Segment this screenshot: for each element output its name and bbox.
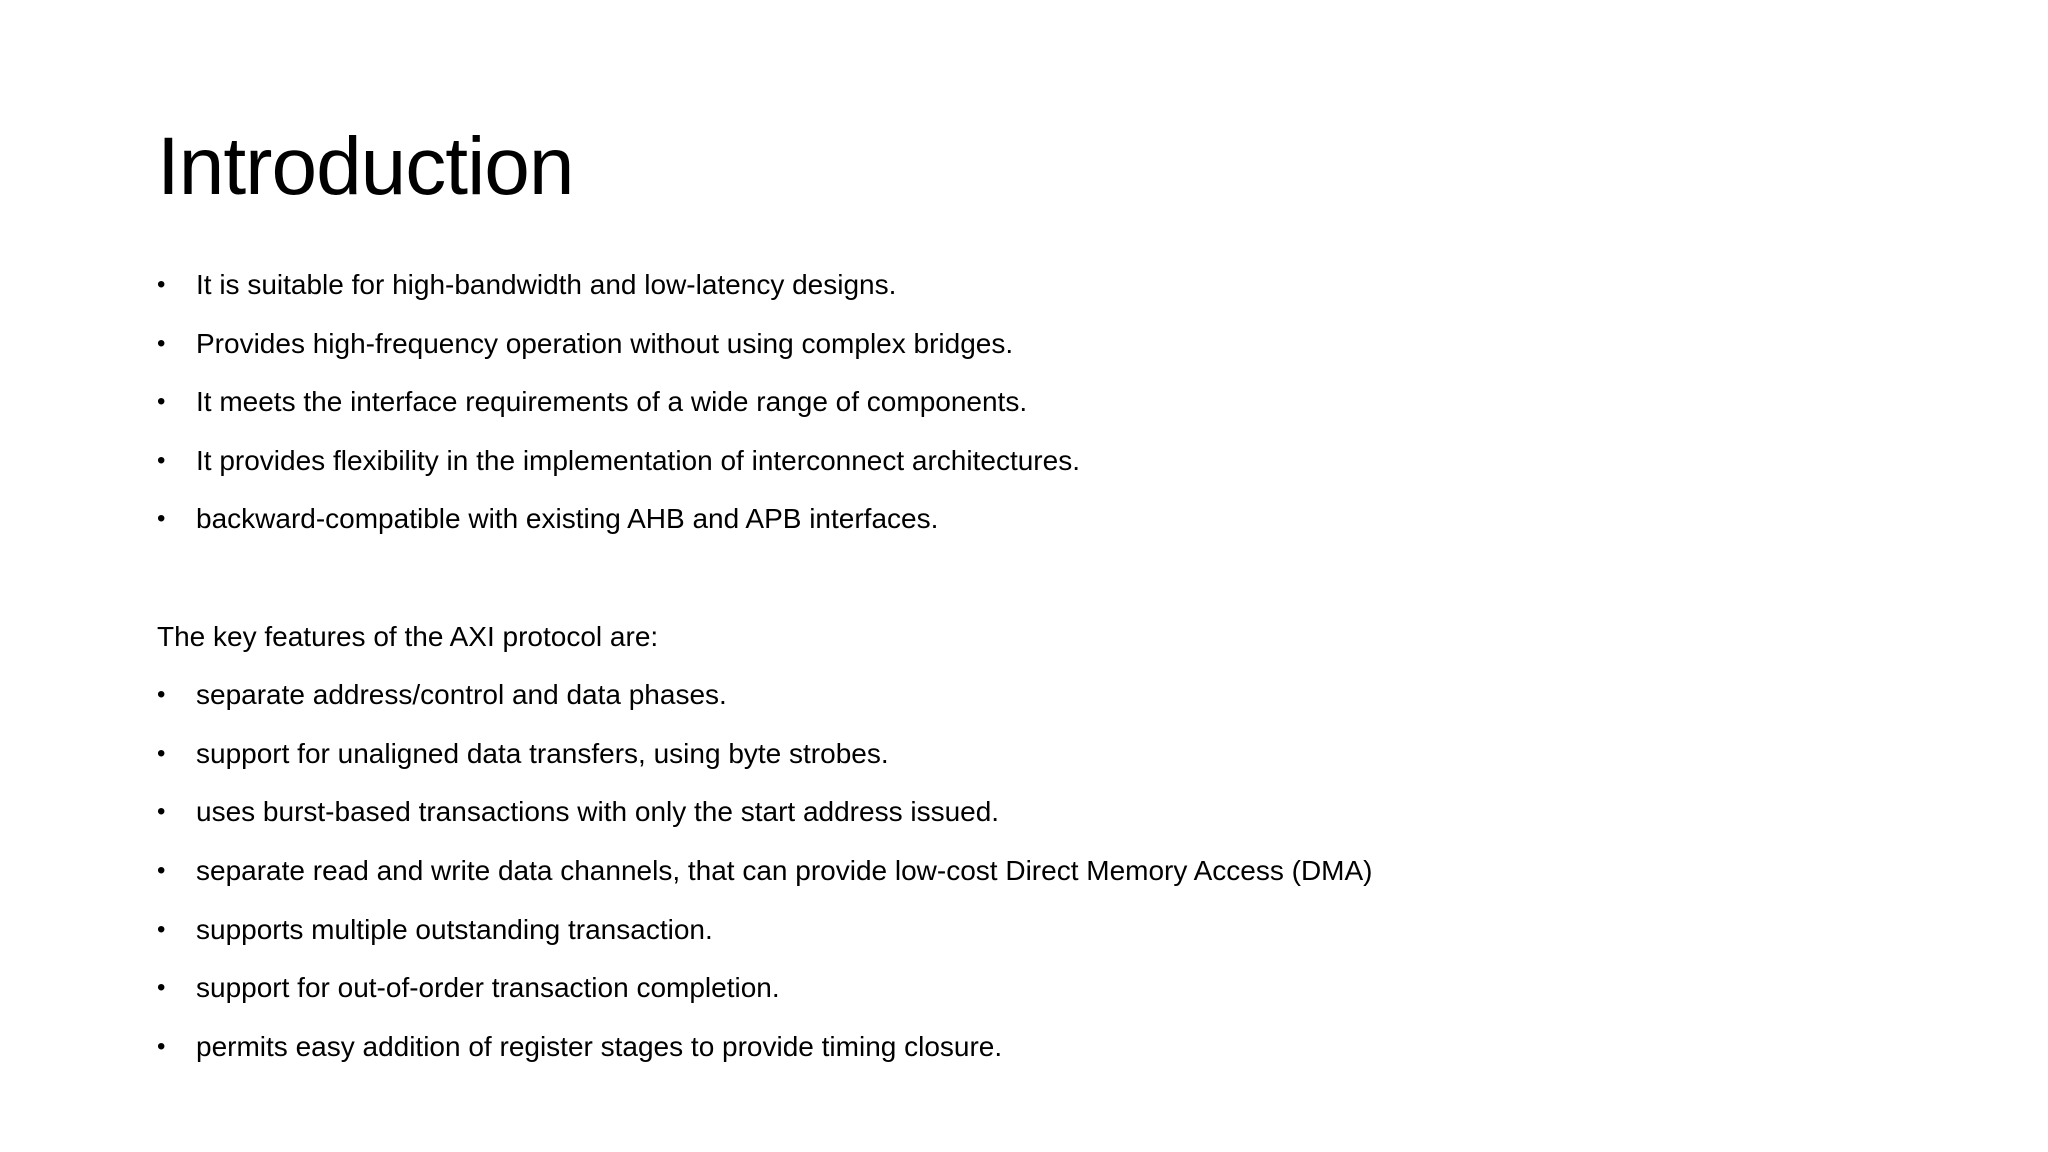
- bullet-icon: •: [157, 915, 166, 943]
- list-item-text: It provides flexibility in the implementation of interconnect architectures.: [196, 444, 1080, 476]
- list-item: [157, 1024, 1917, 1083]
- list-item-text: backward-compatible with existing AHB and APB interfaces.: [196, 503, 939, 535]
- list-item: [157, 496, 1917, 555]
- list-item: [157, 379, 1917, 438]
- slide-body: [157, 262, 1917, 1082]
- list-item-text: It meets the interface requirements of a wide range of components.: [196, 386, 1028, 418]
- list-item-text: permits easy addition of register stages to provide timing closure.: [196, 1030, 1003, 1062]
- bullet-icon: •: [157, 388, 166, 416]
- bullet-icon: •: [157, 329, 166, 357]
- list-item-text: support for out-of-order transaction completion.: [196, 972, 780, 1004]
- bullet-icon: •: [157, 739, 166, 767]
- list-item: [157, 438, 1917, 497]
- list-item: [157, 321, 1917, 380]
- bullet-icon: •: [157, 1032, 166, 1060]
- list-item: [157, 907, 1917, 966]
- bullet-icon: •: [157, 856, 166, 884]
- list-item: [157, 848, 1917, 907]
- bullet-icon: •: [157, 798, 166, 826]
- list-item-text: separate address/control and data phases.: [196, 679, 727, 711]
- bullet-icon: •: [157, 446, 166, 474]
- feature-bullet-list: [157, 672, 1917, 1082]
- bullet-icon: •: [157, 505, 166, 533]
- bullet-icon: •: [157, 974, 166, 1002]
- slide-title: Introduction: [157, 121, 574, 212]
- intro-bullet-list: [157, 262, 1917, 555]
- list-item: [157, 965, 1917, 1024]
- list-item-text: separate read and write data channels, that can provide low-cost Direct Memory Access (DMA): [196, 854, 1373, 886]
- bullet-icon: •: [157, 681, 166, 709]
- features-heading: The key features of the AXI protocol are:: [157, 620, 659, 652]
- list-item-text: uses burst-based transactions with only the start address issued.: [196, 796, 1000, 828]
- paragraph-spacer: [157, 555, 1917, 614]
- bullet-icon: •: [157, 271, 166, 298]
- list-item: [157, 731, 1917, 790]
- list-item: [157, 672, 1917, 731]
- list-item: [157, 789, 1917, 848]
- list-item-text: It is suitable for high-bandwidth and low-latency designs.: [196, 269, 897, 300]
- list-item-text: Provides high-frequency operation without using complex bridges.: [196, 327, 1014, 359]
- list-item: [157, 262, 1917, 321]
- list-item-text: support for unaligned data transfers, using byte strobes.: [196, 737, 889, 769]
- list-item-text: supports multiple outstanding transaction.: [196, 913, 713, 945]
